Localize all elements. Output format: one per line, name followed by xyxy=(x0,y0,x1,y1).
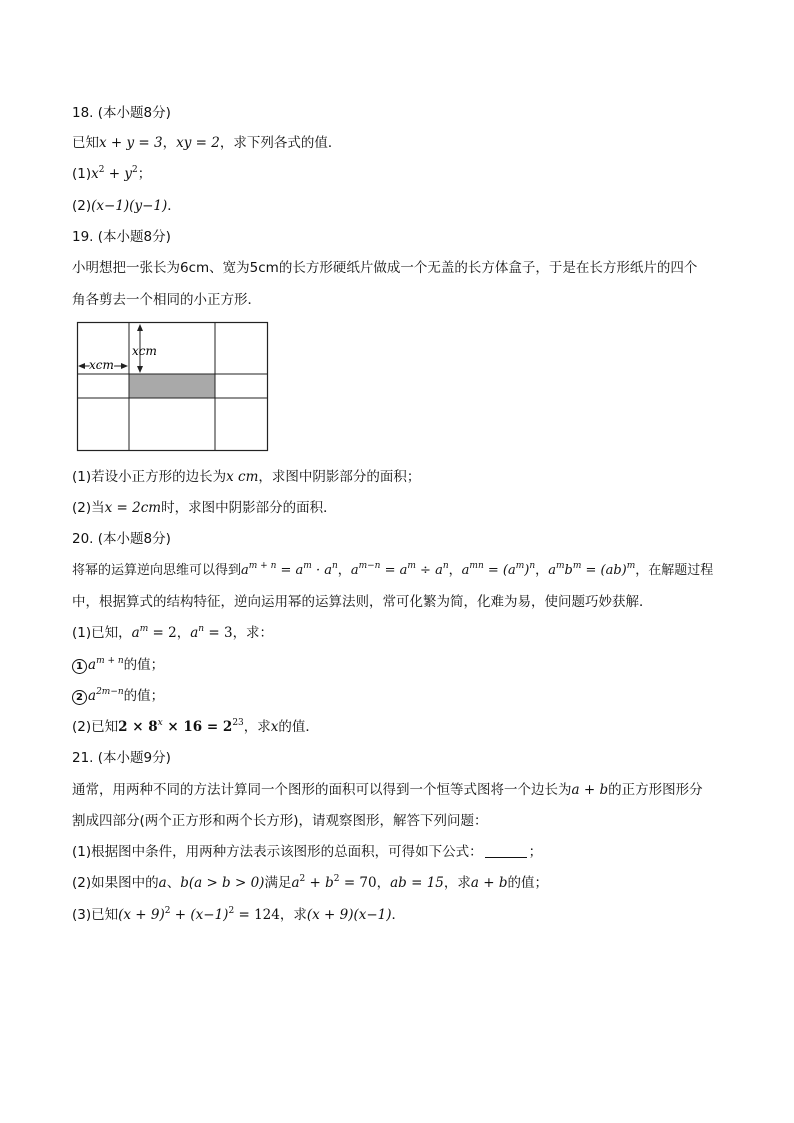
text: ， xyxy=(162,135,177,151)
text: ， xyxy=(376,875,391,891)
equation: x = 2cm xyxy=(104,500,162,516)
text: ，求 xyxy=(443,875,471,891)
exponent: m−n xyxy=(358,561,381,571)
expr: = a xyxy=(380,563,408,578)
exponent: n xyxy=(332,561,338,571)
q21-part1 xyxy=(72,843,542,861)
exponent: n xyxy=(198,624,205,634)
text: 的值； xyxy=(123,657,165,673)
text: 通常，用两种不同的方法计算同一个图形的面积可以得到一个恒等式图将一个边长为 xyxy=(72,782,572,798)
base: a xyxy=(190,625,199,641)
text: ， xyxy=(337,563,351,578)
exponent: m + n xyxy=(96,656,124,666)
q20-header: 20. (本小题8分) xyxy=(72,531,171,547)
text: ，求 xyxy=(243,719,271,735)
variable: x cm xyxy=(226,469,259,485)
expr: ) xyxy=(524,563,530,578)
text: ，求 xyxy=(279,907,307,923)
text: ， xyxy=(176,625,191,641)
part-label: (2) xyxy=(72,198,92,214)
text: 、 xyxy=(166,875,181,891)
exponent: n xyxy=(442,561,449,571)
exponent: 2m−n xyxy=(96,687,124,697)
answer-blank[interactable] xyxy=(485,845,527,858)
q20-part2 xyxy=(72,718,319,736)
q19-header: 19. (本小题8分) xyxy=(72,229,171,245)
q20-line2: 中，根据算式的结构特征，逆向运用幂的运算法则，常可化繁为简，化难为易，使问题巧妙获解． xyxy=(72,594,653,610)
formula xyxy=(351,563,449,578)
condition: (a > b > 0) xyxy=(188,875,265,891)
text: ； xyxy=(528,844,543,860)
arrow-head-right xyxy=(121,363,128,369)
text: ， xyxy=(448,563,462,578)
condition xyxy=(190,625,232,641)
exponent: 2 xyxy=(98,165,105,175)
q19-part2 xyxy=(72,499,337,517)
q21-line2: 割成四部分(两个正方形和两个长方形)，请观察图形，解答下列问题： xyxy=(72,813,488,829)
base: a xyxy=(461,563,470,578)
expression: a + b xyxy=(571,782,609,798)
variable: a xyxy=(158,875,167,891)
variable: y xyxy=(124,166,133,182)
q19-text-line2: 角各剪去一个相同的小正方形． xyxy=(72,292,261,308)
exponent: 2 xyxy=(164,906,171,916)
expression: (x + 9)(x−1) xyxy=(306,907,392,923)
q19-part1 xyxy=(72,468,420,486)
circled-number: 2 xyxy=(72,690,87,705)
arrow-head-down xyxy=(137,366,143,373)
variable: b xyxy=(180,875,189,891)
exponent: mn xyxy=(469,561,484,571)
text: ，求： xyxy=(232,625,274,641)
exponent: 23 xyxy=(232,718,244,728)
q18-part2 xyxy=(72,197,181,215)
q20-part1 xyxy=(72,624,273,642)
q18-part1 xyxy=(72,165,151,183)
variable: x xyxy=(270,719,279,735)
base: a xyxy=(548,563,556,578)
arrow-head-left xyxy=(78,363,85,369)
expression: a + b xyxy=(470,875,508,891)
text: 将幂的运算逆向思维可以得到 xyxy=(72,563,242,578)
expr: = 124 xyxy=(234,907,280,923)
variable: x xyxy=(91,166,99,182)
exponent: m xyxy=(626,561,636,571)
text: ． xyxy=(167,198,181,214)
text: (2)已知 xyxy=(72,719,119,735)
expr: = (a xyxy=(483,563,516,578)
expr: 2 × 8 xyxy=(118,719,158,735)
expr: = 3 xyxy=(204,625,233,641)
equation: x + y = 3 xyxy=(99,135,163,151)
q21-part2 xyxy=(72,874,548,892)
exponent: x xyxy=(157,718,163,728)
text: 的值； xyxy=(507,875,548,891)
text: ，求图中阴影部分的面积； xyxy=(258,469,421,485)
exponent: m xyxy=(407,561,416,571)
label-vertical: xcm xyxy=(132,344,157,358)
text: (2)当 xyxy=(72,500,105,516)
exponent: m xyxy=(303,561,312,571)
text: 的值； xyxy=(123,688,165,704)
formula xyxy=(548,563,635,578)
base: a xyxy=(88,688,97,704)
exponent: 2 xyxy=(228,906,235,916)
operator: + xyxy=(104,166,125,182)
arrow-head-up xyxy=(137,324,143,331)
text: (1)若设小正方形的边长为 xyxy=(72,469,227,485)
expr: + b xyxy=(305,875,334,891)
text: ； xyxy=(137,166,152,182)
exponent: m xyxy=(139,624,149,634)
text: ，在解题过程 xyxy=(635,563,714,578)
text: ，求下列各式的值． xyxy=(219,135,342,151)
expr: (x + 9) xyxy=(118,907,165,923)
text: (2)如果图中的 xyxy=(72,875,159,891)
expr: + (x−1) xyxy=(170,907,229,923)
text: (1)已知， xyxy=(72,625,132,641)
base: a xyxy=(350,563,359,578)
shaded-region xyxy=(129,374,215,398)
formula xyxy=(241,563,338,578)
exponent: 2 xyxy=(333,874,340,884)
text: 的正方形图形分 xyxy=(608,782,703,798)
circled-number: 1 xyxy=(72,659,87,674)
expr: = (ab) xyxy=(581,563,627,578)
text: ． xyxy=(391,907,406,923)
exponent: n xyxy=(529,561,536,571)
label-horizontal: xcm xyxy=(89,358,114,372)
q18-header: 18. (本小题8分) xyxy=(72,105,171,121)
part-label: (1) xyxy=(72,166,92,182)
base: a xyxy=(291,875,300,891)
q20-line1 xyxy=(72,562,713,580)
q20-sub2 xyxy=(72,687,164,705)
formula xyxy=(462,563,536,578)
text: 满足 xyxy=(264,875,292,891)
equation: ab = 15 xyxy=(390,875,444,891)
base: a xyxy=(88,657,97,673)
text: (3)已知 xyxy=(72,907,119,923)
exponent: m + n xyxy=(248,561,277,571)
expr: · a xyxy=(311,563,332,578)
text: 时，求图中阴影部分的面积． xyxy=(161,500,337,516)
base: b xyxy=(564,563,573,578)
expr: = 2 xyxy=(148,625,177,641)
q20-sub1 xyxy=(72,656,164,674)
q18-intro xyxy=(72,134,341,152)
q19-figure xyxy=(76,321,270,453)
expression: (x−1)(y−1) xyxy=(91,198,168,214)
text: ， xyxy=(535,563,549,578)
exponent: 2 xyxy=(299,874,306,884)
base: a xyxy=(241,563,249,578)
condition xyxy=(132,625,177,641)
expr: ÷ a xyxy=(415,563,443,578)
expr: = 70 xyxy=(339,875,377,891)
expr: = a xyxy=(276,563,304,578)
exponent: m xyxy=(572,561,582,571)
exponent: m xyxy=(515,561,525,571)
expr: × 16 = 2 xyxy=(162,719,233,735)
base: a xyxy=(131,625,140,641)
text: 已知 xyxy=(72,135,99,151)
q21-header: 21. (本小题9分) xyxy=(72,750,171,766)
q19-text-line1: 小明想把一张长为6cm、宽为5cm的长方形硬纸片做成一个无盖的长方体盒子，于是在长方形纸片的四个 xyxy=(72,260,698,276)
exponent: m xyxy=(555,561,565,571)
text: 的值． xyxy=(278,719,319,735)
equation: xy = 2 xyxy=(176,135,220,151)
q21-part3 xyxy=(72,906,405,924)
q21-line1 xyxy=(72,781,703,799)
text: (1)根据图中条件，用两种方法表示该图形的总面积，可得如下公式： xyxy=(72,844,483,860)
exponent: 2 xyxy=(132,165,138,175)
